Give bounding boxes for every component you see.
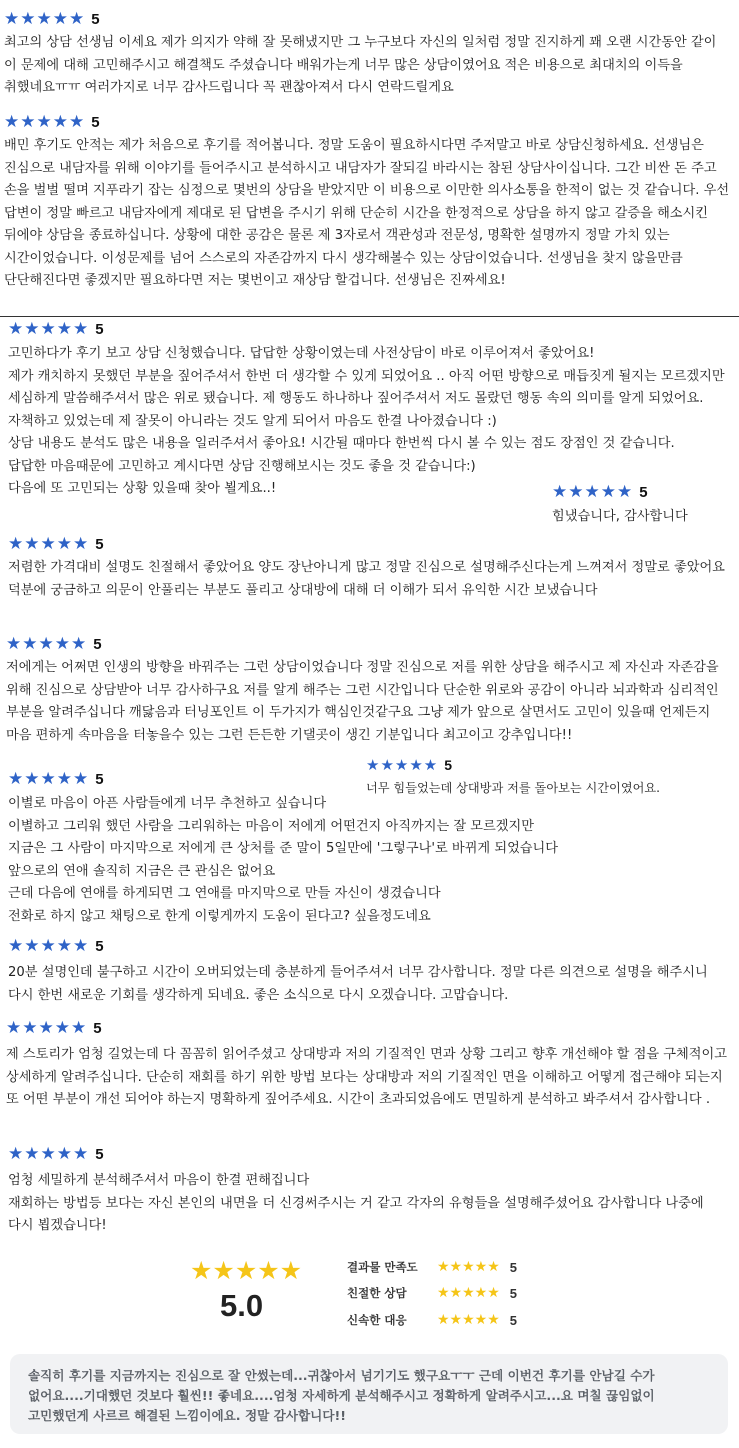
review-line: 답답한 마음때문에 고민하고 계시다면 상담 진행해보시는 것도 좋을 것 같습니다:) (8, 458, 476, 474)
review-line: 전화로 하지 않고 채팅으로 한게 이렇게까지 도움이 된다고? 싶을정도네요 (8, 908, 431, 924)
criterion-star-icon: ★★★★★ (437, 1285, 500, 1301)
star-rating-icon: ★★★★★ (4, 9, 86, 29)
star-rating-icon: ★★★★★ (8, 1144, 90, 1164)
review-rating (8, 319, 728, 339)
rating-score: 5 (93, 1019, 102, 1037)
review-text: 저에게는 어쩌면 인생의 방향을 바꿔주는 그런 상담이었습니다 정말 진심으로 저를 위한 상담을 해주시고 제 자신과 자존감을 위해 진심으로 상담받아 너무 감사하구요 저를 알게 해주는 그런 시간입니다 단순한 위로와 공감이 아니라 뇌과학과 심리적인 부분을 알려주십니다 깨닳음과 터닝포인트 이 두가지가 핵심인것같구요 그냥 제가 앞으로 살면서도 고민이 있을때 언제든지 마음 편하게 속마음을 터놓을수 있는 그런 든든한 기댈곳이 생긴 기분입니다 최고이고 강추입니다!! (6, 660, 719, 743)
review-line: 제가 캐치하지 못했던 부분을 짚어주셔서 한번 더 생각할 수 있게 되었어요 .. 아직 어떤 방향으로 매듭짓게 될지는 모르겠지만 세심하게 말씀해주셔서 많은 위로 됐습니다. 제 행동도 하나하나 짚어주셔서 저도 몰랐던 행동 속의 의미를 알게 되었어요. 자책하고 있었는데 제 잘못이 아니라는 것도 알게 되어서 마음도 한결 나아졌습니다 :) (8, 368, 725, 429)
review-text: 최고의 상담 선생님 이세요 제가 의지가 약해 잘 못해냈지만 그 누구보다 자신의 일처럼 정말 진지하게 꽤 오랜 시간동안 같이 이 문제에 대해 고민해주시고 해결책도 주셨습니다 배워가는게 너무 많은 상담이였어요 적은 비용으로 최대치의 이득을 취했네요ㅠㅠ 여러가지로 너무 감사드립니다 꼭 괜찮아져서 다시 연락드릴게요 (4, 35, 717, 95)
criterion-score: 5 (509, 1312, 517, 1328)
review-item (8, 769, 708, 928)
review-line: 앞으로의 연애 솔직히 지금은 큰 관심은 없어요 (8, 863, 276, 879)
criterion-row (347, 1256, 517, 1278)
rating-score: 5 (95, 535, 104, 553)
star-rating-icon: ★★★★★ (8, 936, 90, 956)
criterion-score: 5 (509, 1259, 517, 1275)
review-text: 배민 후기도 안적는 제가 처음으로 후기를 적어봅니다. 정말 도움이 필요하시다면 주저말고 바로 상담신청하세요. 선생님은 진심으로 내담자를 위해 이야기를 들어주시고 분석하시고 내담자가 잘되길 바라시는 참된 상담사이십니다. 그간 비싼 돈 주고 손을 벌벌 떨며 지푸라기 잡는 심정으로 몇번의 상담을 받았지만 이 비용으로 이만한 의사소통을 한적이 없는 것 같습니다. 우선 답변이 정말 빠르고 내담자에게 제대로 된 답변을 주시기 위해 단순히 시간을 한정적으로 상담을 하지 않고 갈증을 해소시킨 뒤에야 상담을 종료하십니다. 상황에 대한 공감은 물론 제 3자로서 객관성과 전문성, 명확한 설명까지 정말 가치 있는 시간이었습니다. 이성문제를 넘어 스스로의 자존감까지 다시 생각해볼수 있는 상담이었습니다. 선생님을 찾지 않을만큼 단단해진다면 좋겠지만 필요하다면 저는 몇번이고 재상담 할겁니다. 선생님은 진짜세요! (4, 138, 730, 288)
review-rating (4, 9, 731, 29)
review-text: 저렴한 가격대비 설명도 친절해서 좋았어요 양도 장난아니게 많고 정말 진심으로 설명해주신다는게 느껴져서 정말로 좋았어요 덕분에 궁금하고 의문이 안풀리는 부분도 풀리고 상대방에 대해 더 이해가 되서 유익한 시간 보냈습니다 (8, 560, 725, 598)
review-rating (4, 112, 731, 132)
rating-score: 5 (91, 113, 100, 131)
review-rating (6, 634, 733, 654)
criterion-label: 신속한 대응 (347, 1313, 407, 1327)
rating-score: 5 (95, 1145, 104, 1163)
criterion-label: 친절한 상담 (347, 1286, 407, 1300)
featured-review-box (10, 1354, 728, 1434)
criterion-label: 결과물 만족도 (347, 1260, 418, 1274)
star-rating-icon: ★★★★★ (8, 319, 90, 339)
rating-score: 5 (444, 757, 453, 773)
review-rating (8, 936, 735, 956)
rating-score: 5 (95, 937, 104, 955)
star-rating-icon: ★★★★★ (6, 1018, 88, 1038)
review-item (8, 1144, 733, 1238)
review-line: 재회하는 방법등 보다는 자신 본인의 내면을 더 신경써주시는 거 같고 각자의 유형들을 설명해주셨어요 감사합니다 나중에 다시 뵙겠습니다! (8, 1195, 704, 1233)
overall-star-rating-icon: ★★★★★ (190, 1256, 303, 1285)
review-item (4, 9, 731, 100)
rating-score: 5 (95, 770, 104, 788)
rating-score: 5 (91, 10, 100, 28)
review-text (8, 1170, 733, 1238)
overall-score: 5.0 (220, 1288, 264, 1323)
review-text: 너무 힘들었는데 상대방과 저를 돌아보는 시간이였어요. (366, 781, 661, 795)
review-line: 상담 내용도 분석도 많은 내용을 일러주셔서 좋아요! 시간될 때마다 한번씩 다시 볼 수 있는 점도 장점인 것 같습니다. (8, 436, 675, 451)
criterion-star-icon: ★★★★★ (437, 1312, 500, 1328)
review-text: 20분 설명인데 불구하고 시간이 오버되었는데 충분하게 들어주셔서 너무 감사합니다. 정말 다른 의견으로 설명을 해주시니 다시 한번 새로운 기회를 생각하게 되네요. 좋은 소식으로 다시 오겠습니다. 고맙습니다. (8, 965, 708, 1003)
review-text: 제 스토리가 엄청 길었는데 다 꼼꼼히 읽어주셨고 상대방과 저의 기질적인 면과 상황 그리고 향후 개선해야 할 점을 구체적이고 상세하게 알려주십니다. 단순히 재회를 하기 위한 방법 보다는 상대방과 저의 기질적인 면을 이해하고 어떻게 접근해야 되는지 또 어떤 부분이 개선 되어야 하는지 명확하게 짚어주세요. 시간이 초과되었음에도 면밀하게 분석하고 봐주셔서 감사합니다 . (6, 1047, 727, 1107)
review-line: 다음에 또 고민되는 상황 있을때 찾아 뵐게요..! (8, 481, 277, 496)
review-rating (8, 1144, 733, 1164)
rating-score: 5 (95, 320, 104, 338)
review-item (8, 936, 735, 1007)
review-line: 이별로 마음이 아픈 사람들에게 너무 추천하고 싶습니다 (8, 796, 327, 811)
star-rating-icon: ★★★★★ (8, 769, 90, 789)
review-text (8, 793, 708, 928)
review-item (4, 112, 731, 293)
section-divider (0, 316, 739, 317)
star-rating-icon: ★★★★★ (6, 634, 88, 654)
featured-review-text: 솔직히 후기를 지금까지는 진심으로 잘 안썼는데...귀찮아서 넘기기도 했구요ㅜㅜ 근데 이번건 후기를 안남길 수가 없어요....기대했던 것보다 훨씬!! 좋네요....엄청 자세하게 분석해주시고 정확하게 알려주시고...요 며칠 끊임없이 고민했던게 사르르 해결된 느낌이에요. 정말 감사합니다!! (28, 1368, 655, 1423)
review-rating (6, 1018, 734, 1038)
criterion-star-icon: ★★★★★ (437, 1259, 500, 1275)
review-rating (552, 482, 732, 502)
star-rating-icon: ★★★★★ (366, 756, 439, 774)
review-text (8, 343, 728, 501)
criterion-row (347, 1309, 517, 1331)
review-item (8, 319, 728, 501)
review-rating (8, 769, 708, 789)
review-line: 고민하다가 후기 보고 상담 신청했습니다. 답답한 상황이였는데 사전상담이 바로 이루어져서 좋았어요! (8, 346, 595, 361)
criterion-row (347, 1282, 517, 1304)
rating-score: 5 (93, 635, 102, 653)
review-rating (8, 534, 731, 554)
star-rating-icon: ★★★★★ (8, 534, 90, 554)
review-text: 힘냈습니다, 감사합니다 (552, 509, 688, 524)
rating-summary (190, 1256, 550, 1336)
review-line: 엄청 세밀하게 분석해주셔서 마음이 한결 편해집니다 (8, 1173, 310, 1188)
review-line: 이별하고 그리워 했던 사람을 그리워하는 마음이 저에게 어떤건지 아직까지는 잘 모르겠지만 (8, 818, 535, 834)
review-item (6, 1018, 734, 1112)
review-line: 근데 다음에 연애를 하게되면 그 연애를 마지막으로 만들 자신이 생겼습니다 (8, 886, 441, 901)
star-rating-icon: ★★★★★ (4, 112, 86, 132)
star-rating-icon: ★★★★★ (552, 482, 634, 502)
review-item (552, 482, 732, 529)
review-item (8, 534, 731, 602)
rating-score: 5 (639, 483, 648, 501)
review-line: 지금은 그 사람이 마지막으로 저에게 큰 상처를 준 말이 5일만에 '그렇구나'로 바뀌게 되었습니다 (8, 841, 559, 856)
review-item (6, 634, 733, 747)
criterion-score: 5 (509, 1285, 517, 1301)
